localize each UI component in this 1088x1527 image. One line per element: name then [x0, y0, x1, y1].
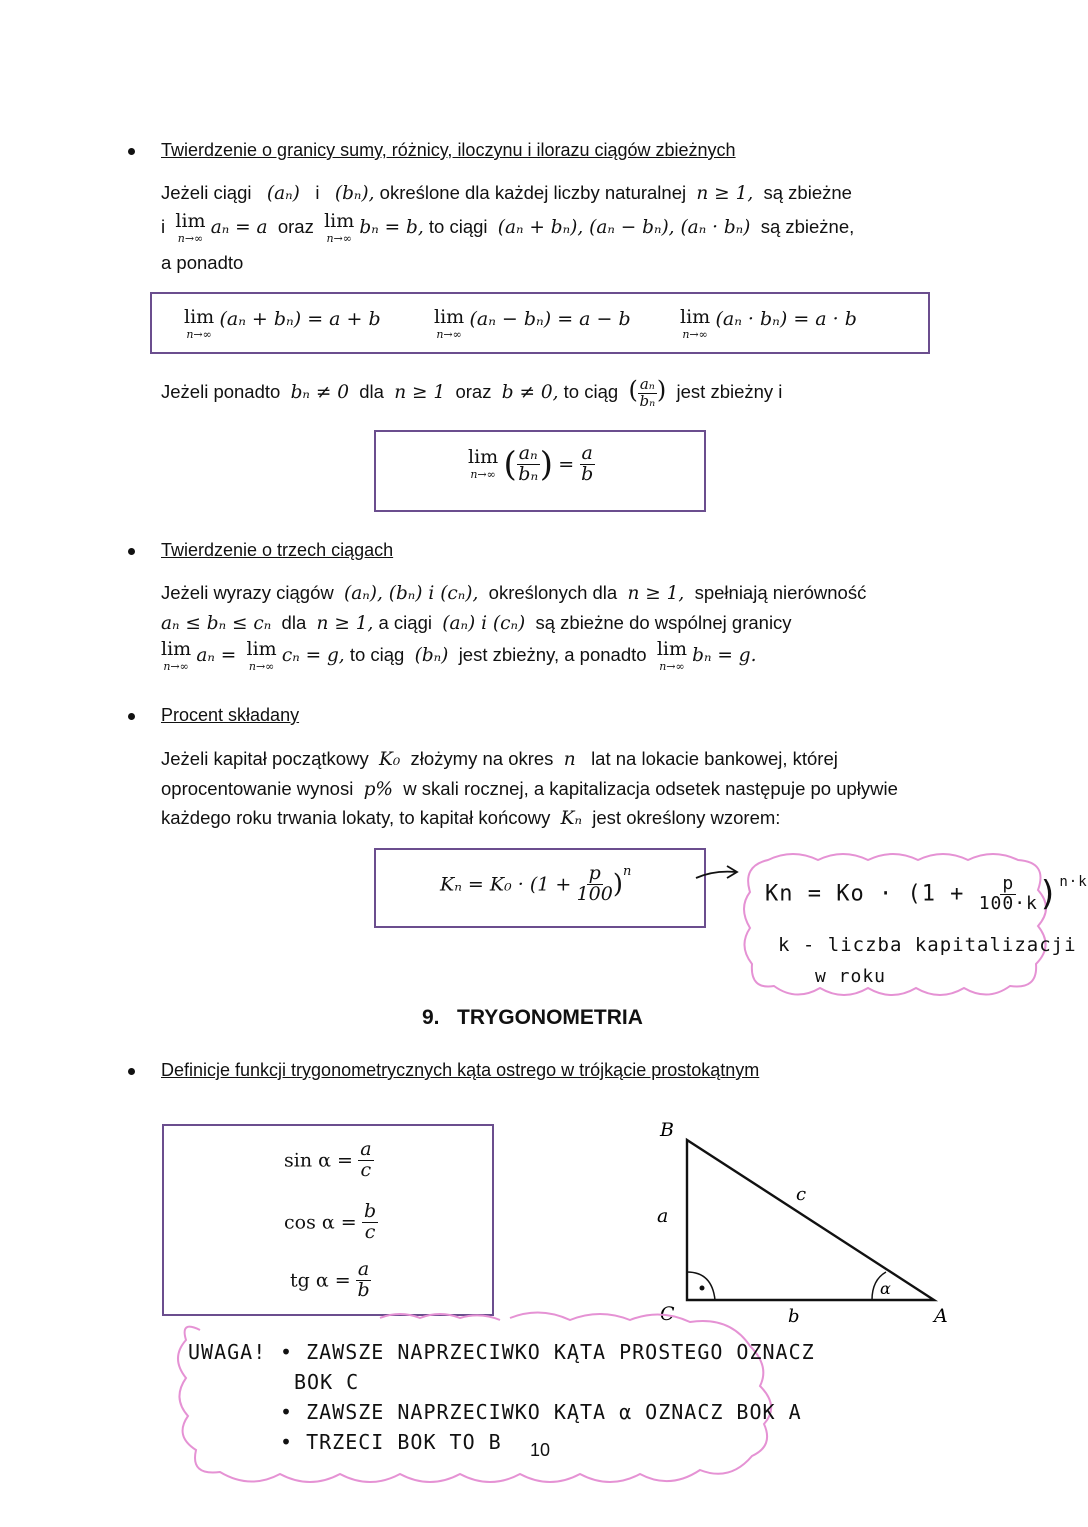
- note-formula: Kn = Ko · (1 + $\frac{p}{100\cdot k}$ )$^{n\cdot k}$: [765, 872, 1088, 914]
- section-heading-limits: Twierdzenie o granicy sumy, różnicy, iloczynu i ilorazu ciągów zbieżnych: [161, 140, 736, 160]
- page-number: 10: [530, 1440, 551, 1460]
- side-a-label: a: [657, 1205, 669, 1227]
- warning-item-3: • TRZECI BOK TO B: [280, 1430, 502, 1454]
- vertex-a-label: A: [934, 1305, 948, 1327]
- section-heading-trig: Definicje funkcji trygonometrycznych kąta ostrego w trójkącie prostokątnym: [161, 1060, 760, 1080]
- formula-difference: lim n→∞ (aₙ − bₙ) = a − b: [434, 306, 631, 341]
- formula-tg: tg α = $\frac{a}{b}$: [290, 1258, 370, 1301]
- formula-product: lim n→∞ (aₙ · bₙ) = a · b: [680, 306, 857, 341]
- paragraph-interest-line3: każdego roku trwania lokaty, to kapitał końcowy Kₙ jest określony wzorem:: [161, 807, 781, 829]
- paragraph-limits-line1: Jeżeli ciągi (aₙ) i (bₙ), określone dla każdej liczby naturalnej n ≥ 1, są zbieżne: [161, 182, 852, 204]
- right-triangle-diagram: [640, 1112, 960, 1328]
- bullet: [128, 148, 135, 155]
- formula-sin: sin α = $\frac{a}{c}$: [284, 1138, 372, 1181]
- formula-box-quotient: [374, 430, 706, 512]
- warning-item-1: • ZAWSZE NAPRZECIWKO KĄTA PROSTEGO OZNACZ: [280, 1340, 815, 1364]
- paragraph-three-line1: Jeżeli wyrazy ciągów (aₙ), (bₙ) i (cₙ), określonych dla n ≥ 1, spełniają nierówność: [161, 582, 867, 604]
- formula-cos: cos α = $\frac{b}{c}$: [284, 1200, 377, 1243]
- formula-box-limits: [150, 292, 930, 354]
- paragraph-quotient: Jeżeli ponadto bₙ ≠ 0 dla n ≥ 1 oraz b ≠ 0, to ciąg ( $\frac{\text{aₙ}}{\text{bₙ}}$ ) jest zbieżny i: [161, 374, 783, 410]
- bullet: [128, 713, 135, 720]
- side-c-label: c: [796, 1184, 807, 1205]
- arrow-icon: [694, 862, 742, 886]
- bullet: [128, 1068, 135, 1075]
- side-b-label: b: [788, 1306, 800, 1327]
- section-heading-compound-interest: Procent składany: [161, 705, 300, 725]
- warning-item-2: • ZAWSZE NAPRZECIWKO KĄTA α OZNACZ BOK A: [280, 1400, 802, 1424]
- formula-compound-interest: Kₙ = K₀ · (1 + $\frac{p}{100}$ )$^n$: [440, 862, 632, 905]
- right-angle-dot: [700, 1286, 705, 1291]
- paragraph-interest-line2: oprocentowanie wynosi p% w skali rocznej, a kapitalizacja odsetek następuje po upływie: [161, 778, 898, 800]
- vertex-c-label: C: [660, 1303, 675, 1325]
- angle-alpha-label: α: [880, 1279, 891, 1298]
- formula-quotient: lim n→∞ ( $\frac{\text{aₙ}}{\text{bₙ}}$ ) = $\frac{a}{b}$: [468, 442, 594, 485]
- warning-label: UWAGA!: [188, 1340, 267, 1364]
- section-heading-three-sequences: Twierdzenie o trzech ciągach: [161, 540, 394, 560]
- paragraph-three-line3: lim n→∞ aₙ = lim n→∞ cₙ = g, to ciąg (bₙ) jest zbieżny, a ponadto lim n→∞ bₙ = g.: [161, 638, 757, 673]
- paragraph-interest-line1: Jeżeli kapitał początkowy K₀ złożymy na okres n lat na lokacie bankowej, której: [161, 748, 838, 770]
- paragraph-limits-line3: a ponadto: [161, 252, 244, 273]
- formula-box-trig: [162, 1124, 494, 1316]
- paragraph-three-line2: aₙ ≤ bₙ ≤ cₙ dla n ≥ 1, a ciągi (aₙ) i (cₙ) są zbieżne do wspólnej granicy: [161, 612, 792, 634]
- formula-box-compound: [374, 848, 706, 928]
- warning-item-1-cont: BOK C: [294, 1370, 360, 1394]
- vertex-b-label: B: [660, 1119, 674, 1141]
- paragraph-limits-line2: i lim n→∞ aₙ = a oraz lim n→∞ bₙ = b, to ciągi (aₙ + bₙ), (aₙ − bₙ), (aₙ · bₙ) są zbieżne,: [161, 210, 855, 245]
- bullet: [128, 548, 135, 555]
- formula-sum: lim n→∞ (aₙ + bₙ) = a + b: [184, 306, 381, 341]
- chapter-heading: 9. TRYGONOMETRIA: [422, 1006, 643, 1029]
- note-line-year: w roku: [815, 966, 887, 987]
- note-line-k: k - liczba kapitalizacji: [778, 934, 1077, 956]
- triangle-shape: [687, 1140, 934, 1300]
- cloud-note-shape: [738, 846, 1056, 1008]
